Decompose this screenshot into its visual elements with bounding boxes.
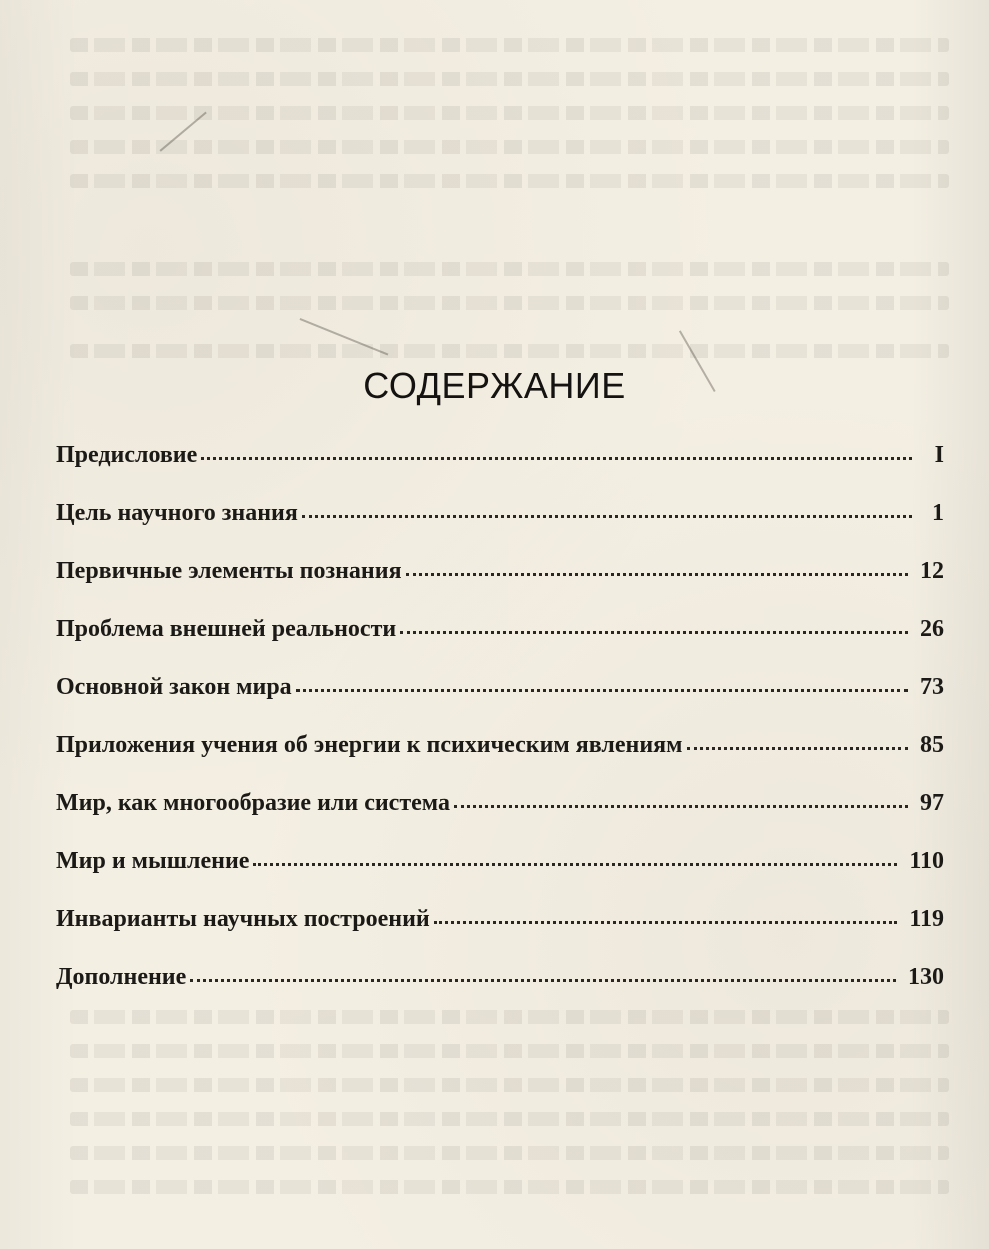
show-through-line — [70, 38, 949, 52]
toc-entry-page: I — [934, 442, 944, 468]
dot-leader — [201, 457, 912, 460]
toc-entry-title: Цель научного знания — [56, 500, 298, 526]
toc-entry — [56, 790, 944, 848]
toc-entry — [56, 500, 944, 558]
toc-entry — [56, 848, 944, 906]
dot-leader — [296, 689, 908, 692]
toc-entry-title: Основной закон мира — [56, 674, 292, 700]
dot-leader — [253, 863, 897, 866]
show-through-line — [70, 344, 949, 358]
toc-entry-title: Первичные элементы познания — [56, 558, 402, 584]
show-through-line — [70, 1044, 949, 1058]
toc-entry-page: 110 — [909, 848, 944, 874]
show-through-line — [70, 174, 949, 188]
toc-entry-title: Мир, как многообразие или система — [56, 790, 450, 816]
toc-entry-page: 85 — [920, 732, 944, 758]
show-through-line — [70, 1146, 949, 1160]
dot-leader — [687, 747, 908, 750]
dot-leader — [434, 921, 898, 924]
show-through-line — [70, 1112, 949, 1126]
toc-entry — [56, 674, 944, 732]
toc-entry-page: 73 — [920, 674, 944, 700]
toc-entry-title: Дополнение — [56, 964, 187, 990]
dot-leader — [454, 805, 908, 808]
show-through-line — [70, 296, 949, 310]
toc-entry-page: 26 — [920, 616, 944, 642]
show-through-line — [70, 1180, 949, 1194]
toc-entry-title: Предисловие — [56, 442, 198, 468]
toc-entry — [56, 964, 944, 1022]
dot-leader — [400, 631, 908, 634]
dot-leader — [190, 979, 896, 982]
show-through-line — [70, 1078, 949, 1092]
toc-entry — [56, 616, 944, 674]
toc-entry-title: Мир и мышление — [56, 848, 250, 874]
toc-entry — [56, 732, 944, 790]
dot-leader — [302, 515, 912, 518]
show-through-line — [70, 72, 949, 86]
table-of-contents — [56, 442, 944, 1022]
toc-entry-title: Приложения учения об энергии к психическим явлениям — [56, 732, 683, 758]
dot-leader — [406, 573, 908, 576]
toc-entry-page: 130 — [908, 964, 944, 990]
toc-entry-page: 1 — [932, 500, 944, 526]
toc-entry-page: 119 — [909, 906, 944, 932]
show-through-line — [70, 262, 949, 276]
page-title: СОДЕРЖАНИЕ — [363, 365, 626, 406]
toc-entry — [56, 442, 944, 500]
toc-entry-title: Проблема внешней реальности — [56, 616, 397, 642]
toc-entry-page: 97 — [920, 790, 944, 816]
toc-entry — [56, 906, 944, 964]
toc-entry-title: Инварианты научных построений — [56, 906, 430, 932]
toc-entry — [56, 558, 944, 616]
toc-entry-page: 12 — [920, 558, 944, 584]
show-through-line — [70, 140, 949, 154]
